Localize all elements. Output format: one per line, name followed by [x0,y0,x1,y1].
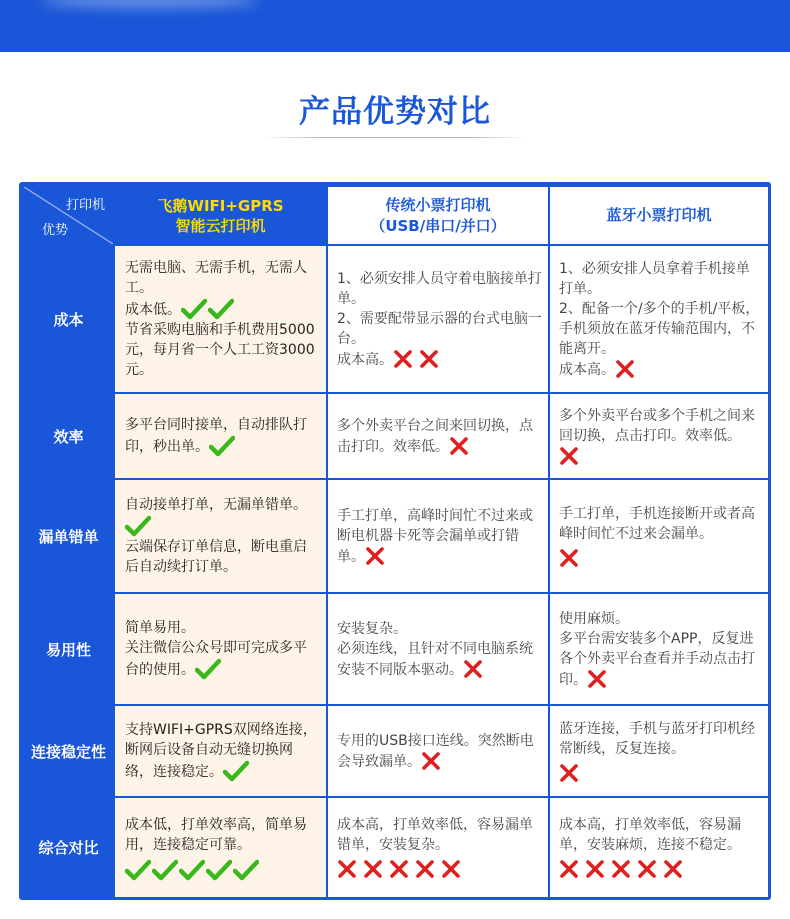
traditional-cell-text [337,416,542,457]
check-marks [125,855,318,881]
bluetooth-cell-line: 多平台需安装多个APP，反复进各个外卖平台查看并手动点击打印。 [559,630,755,688]
feie-cell-line: 多平台同时接单，自动排队打印，秒出单。 [125,417,307,455]
bluetooth-cell-text [559,299,762,359]
cross-icon [587,669,607,689]
row-efficiency [23,393,769,479]
traditional-cell-text [337,619,542,639]
cross-icon [421,751,441,771]
bluetooth-cell-line: 成本高。 [559,361,615,378]
feie-cell-line: 简单易用。 [125,620,195,636]
feie-cell-line: 云端保存订单信息，断电重启后自动续打订单。 [125,539,307,575]
cross-icon [559,548,579,568]
traditional-cell [327,593,549,705]
feie-cell-text [125,537,318,577]
feie-cell [114,797,327,898]
traditional-cell [327,479,549,593]
check-marks [209,439,236,455]
check-icon [125,515,151,537]
row-overall [23,797,769,898]
feie-cell-line: 成本低，打单效率高，简单易用，连接稳定可靠。 [125,816,307,853]
cross-marks [449,439,475,455]
corner-header [23,186,114,245]
traditional-cell-text [337,639,542,680]
row-label: 漏单错单 [23,479,114,593]
comparison-table [22,185,770,899]
cross-icon [637,859,657,879]
top-banner [0,0,790,52]
check-icon [233,859,259,881]
feie-cell [114,393,327,479]
cross-icon [415,859,435,879]
feie-cell [114,705,327,797]
traditional-cell [327,797,549,898]
cross-marks [365,549,391,565]
header-feie-line1: 飞鹅WIFI+GPRS [157,196,284,215]
header-feie-line2: 智能云打印机 [175,216,266,235]
traditional-cell-line: 专用的USB接口连线。突然断电会导致漏单。 [337,732,534,770]
feie-cell-line: 无需电脑、无需手机，无需人工。 [125,260,307,296]
cross-icon [463,659,483,679]
check-icon [152,859,178,881]
traditional-cell-text [337,506,542,567]
row-ease-of-use [23,593,769,705]
bluetooth-cell [549,479,769,593]
bluetooth-cell [549,797,769,898]
row-label: 成本 [23,245,114,393]
bluetooth-cell [549,593,769,705]
page-title: 产品优势对比 [299,94,491,130]
cross-icon [393,349,413,369]
bluetooth-cell-text [559,629,762,690]
row-missed-orders [23,479,769,593]
feie-cell-text [125,495,318,537]
header-bluetooth-line1: 蓝牙小票打印机 [606,206,712,224]
traditional-cell-text [337,269,542,309]
cross-marks [559,855,762,880]
bluetooth-cell-line: 使用麻烦。 [559,610,629,627]
cross-marks [337,855,542,880]
cross-marks [559,449,585,465]
traditional-cell-line: 1、必须安排人员守着电脑接单打单。 [337,270,542,307]
cross-marks [587,672,613,688]
feie-cell-text [125,720,318,782]
check-icon [223,760,249,782]
cross-icon [615,359,635,379]
cross-marks [559,759,762,784]
traditional-cell-line: 手工打单，高峰时间忙不过来或断电机器卡死等会漏单或打错单。 [337,507,533,565]
cross-icon [449,436,469,456]
bluetooth-cell-text [559,504,762,544]
cross-icon [389,859,409,879]
header-row [23,186,769,245]
header-feie [114,186,327,245]
bluetooth-cell-line: 1、必须安排人员拿着手机接单打单。 [559,260,750,297]
traditional-cell-text [337,309,542,349]
cross-icon [585,859,605,879]
traditional-cell-text [337,731,542,772]
feie-cell-line: 关注微信公众号即可完成多平台的使用。 [125,640,307,678]
bluetooth-cell-text [559,259,762,299]
bluetooth-cell-line: 多个外卖平台或多个手机之间来回切换，点击打印。效率低。 [559,407,755,444]
feie-cell [114,479,327,593]
bluetooth-cell-line: 手工打单，手机连接断开或者高峰时间忙不过来会漏单。 [559,505,755,542]
cross-icon [663,859,683,879]
traditional-cell [327,245,549,393]
bluetooth-cell-text [559,719,762,759]
traditional-cell-line: 2、需要配带显示器的台式电脑一台。 [337,310,542,347]
row-cost [23,245,769,393]
feie-cell-line: 节省采购电脑和手机费用5000元，每月省一个人工工资3000元。 [125,322,315,378]
check-marks [181,302,235,318]
corner-label-printer: 打印机 [65,198,105,213]
traditional-cell [327,705,549,797]
row-label: 连接稳定性 [23,705,114,797]
check-icon [179,859,205,881]
title-divider [262,137,528,138]
cross-marks [615,362,641,378]
header-traditional-line1: 传统小票打印机 [385,195,491,214]
feie-cell-line: 支持WIFI+GPRS双网络连接，断网后设备自动无缝切换网络，连接稳定。 [125,722,317,780]
bluetooth-cell-line: 蓝牙连接，手机与蓝牙打印机经常断线，反复连接。 [559,720,755,757]
header-bluetooth [549,186,769,245]
cross-icon [559,859,579,879]
feie-cell-line: 成本低。 [125,302,181,318]
cross-icon [337,859,357,879]
check-icon [209,435,235,457]
feie-cell-text [125,298,318,320]
bluetooth-cell-text [559,406,762,467]
bluetooth-cell [549,393,769,479]
feie-cell [114,593,327,705]
traditional-cell-line: 多个外卖平台之间来回切换，点击打印。效率低。 [337,417,533,455]
cross-marks [421,754,447,770]
feie-cell-text [125,638,318,680]
cross-marks [559,544,762,569]
bluetooth-cell-line: 成本高，打单效率低，容易漏单，安装麻烦，连接不稳定。 [559,817,741,853]
row-label: 易用性 [23,593,114,705]
cross-icon [419,349,439,369]
traditional-cell-line: 成本高，打单效率低，容易漏单错单，安装复杂。 [337,817,533,853]
comparison-table-frame [19,182,771,900]
row-label: 效率 [23,393,114,479]
check-icon [195,658,221,680]
traditional-cell-text [337,815,542,855]
cross-icon [559,446,579,466]
cross-icon [365,546,385,566]
traditional-cell-line: 必须连线，且针对不同电脑系统安装不同版本驱动。 [337,640,533,678]
bluetooth-cell-text [559,359,762,380]
traditional-cell-line: 安装复杂。 [337,620,407,637]
check-marks [125,519,152,535]
bluetooth-cell-text [559,815,762,855]
feie-cell-text [125,415,318,457]
cross-icon [441,859,461,879]
cross-marks [393,352,445,368]
feie-cell-text [125,815,318,855]
cross-icon [611,859,631,879]
check-icon [206,859,232,881]
row-connection-stability [23,705,769,797]
row-label: 综合对比 [23,797,114,898]
check-marks [195,662,222,678]
bluetooth-cell [549,245,769,393]
traditional-cell [327,393,549,479]
feie-cell-text [125,258,318,298]
header-traditional [327,186,549,245]
traditional-cell-text [337,349,542,370]
check-icon [125,859,151,881]
traditional-cell-line: 成本高。 [337,351,393,368]
cross-icon [559,763,579,783]
corner-label-advantage: 优势 [42,223,69,238]
feie-cell-text [125,618,318,638]
cross-icon [363,859,383,879]
bluetooth-cell [549,705,769,797]
bluetooth-cell-line: 2、配备一个/多个的手机/平板，手机须放在蓝牙传输范围内，不能离开。 [559,300,760,357]
feie-cell-text [125,320,318,380]
header-traditional-line2: （USB/串口/并口） [370,216,506,235]
check-marks [223,764,250,780]
check-icon [208,298,234,320]
check-icon [181,298,207,320]
feie-cell [114,245,327,393]
cross-marks [463,662,489,678]
feie-cell-line: 自动接单打单，无漏单错单。 [125,497,307,513]
bluetooth-cell-text [559,609,762,629]
